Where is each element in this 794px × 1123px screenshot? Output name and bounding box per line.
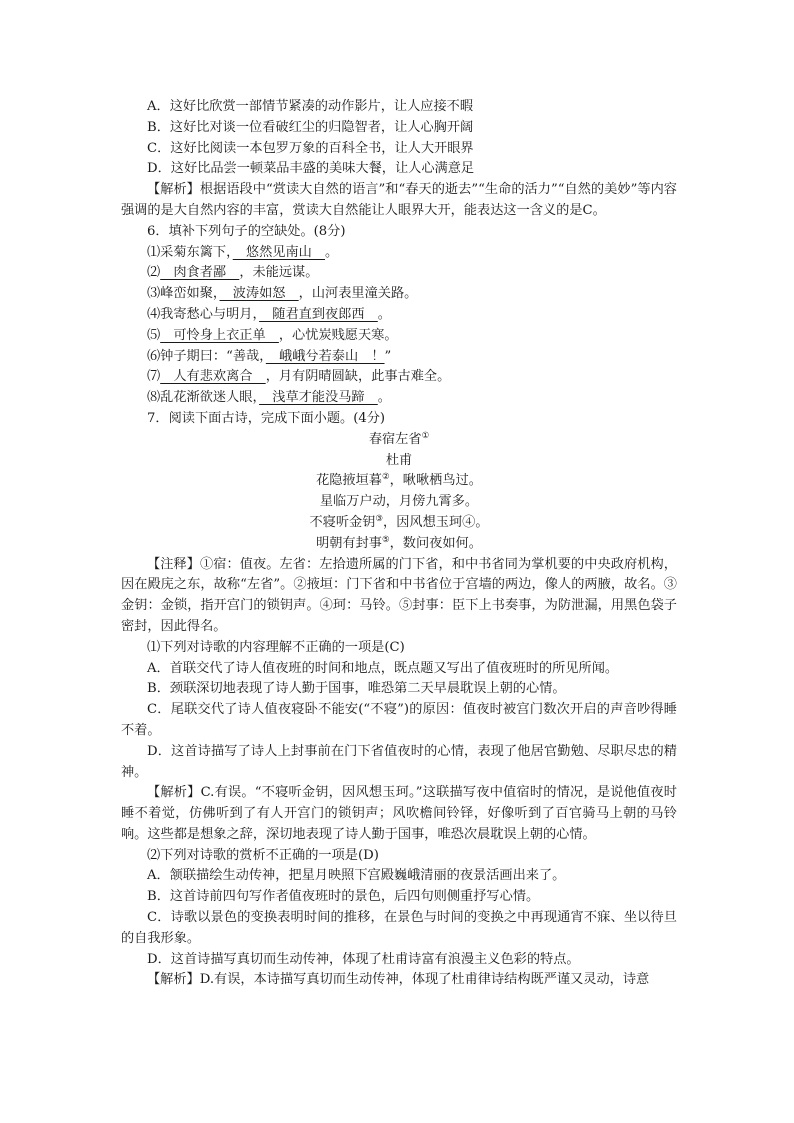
q6-item — [121, 347, 677, 368]
q6-item — [121, 263, 677, 284]
q6-item-suffix: ，未能远谋。 — [239, 265, 319, 281]
answer-blank: 浅草才能没马蹄 — [259, 390, 378, 406]
poem-line-text: 明朝有封事 — [316, 535, 382, 551]
q6-item-suffix: ，山河表里潼关路。 — [298, 286, 418, 302]
answer-blank: 可怜身上衣正单 — [160, 327, 279, 343]
q6-item-suffix: 。 — [377, 390, 391, 406]
q6-item-suffix: 。 — [377, 306, 391, 322]
q7-sub1-option-a: A．首联交代了诗人值夜班的时间和地点，既点题又写出了值夜班时的所见所闻。 — [147, 660, 619, 676]
q6-item-prefix: ⑻乱花渐欲迷人眼， — [147, 390, 260, 406]
q6-item-suffix: 。 — [325, 244, 339, 260]
footnote-marker: ③ — [375, 513, 384, 524]
q6-item — [121, 367, 677, 388]
poem-line-text: 不寝听金钥 — [309, 514, 376, 530]
poem-author: 杜甫 — [385, 452, 413, 468]
q6-title: 6．填补下列句子的空缺处。(8分) — [147, 223, 346, 239]
q7-sub1-question: ⑴下列对诗歌的内容理解不正确的一项是(C) — [147, 639, 405, 655]
q7-sub2-option-b: B．这首诗前四句写作者值夜班时的景色，后四句则侧重抒写心情。 — [147, 889, 540, 905]
q6-item-prefix: ⑹钟子期曰：“善哉， — [147, 348, 266, 364]
poem-line — [121, 513, 677, 534]
q6-item-prefix: ⑶峰峦如聚， — [147, 286, 220, 302]
content-block — [121, 97, 677, 991]
answer-blank: 悠然见南山 — [232, 244, 326, 260]
poem-line — [121, 492, 677, 513]
poem-title-text: 春宿左省 — [368, 431, 422, 447]
answer-blank: 随君直到夜郎西 — [259, 306, 378, 322]
answer-blank: 波涛如怒 — [219, 286, 299, 302]
q5-option-a: A．这好比欣赏一部情节紧凑的动作影片，让人应接不暇 — [147, 99, 474, 114]
q7-sub2-option-d: D．这首诗描写真切而生动传神，体现了杜甫诗富有浪漫主义色彩的特点。 — [147, 951, 580, 967]
q7-sub1-option-d: D．这首诗描写了诗人上封事前在门下省值夜时的心情，表现了他居官勤勉、尽职尽忠的精神。 — [121, 743, 677, 780]
footnote-marker: ⑤ — [382, 534, 390, 545]
poem — [121, 430, 677, 555]
poem-notes: 【注释】①宿：值夜。左省：左拾遗所属的门下省，和中书省同为掌机要的中央政府机构，因在殿庑之东，故称“左省”。②掖垣：门下省和中书省位于宫墙的两边，像人的两腋，故名。③金钥：金锁，指开宫门的锁钥声。④珂：马铃。⑤封事：臣下上书奏事，为防泄漏，用黑色袋子密封，因此得名。 — [121, 556, 677, 634]
q7-sub2-option-c: C．诗歌以景色的变换表明时间的推移，在景色与时间的变换之中再现通宵不寐、坐以待旦的自我形象。 — [121, 910, 677, 946]
footnote-marker: ② — [382, 472, 390, 483]
footnote-marker: ① — [421, 430, 430, 441]
poem-line-text: 花隐掖垣暮 — [316, 473, 382, 489]
q6-item — [121, 305, 677, 326]
q5-option-d: D．这好比品尝一顿菜品丰盛的美味大餐，让人心满意足 — [147, 161, 475, 177]
q6-item — [121, 326, 677, 347]
q6-item — [121, 243, 677, 264]
answer-blank: 肉食者鄙 — [160, 265, 240, 281]
q5-option-c: C．这好比阅读一本包罗万象的百科全书，让人大开眼界 — [147, 140, 474, 156]
answer-blank: 峨峨兮若泰山 ！ — [265, 348, 385, 364]
q6-item — [121, 388, 677, 409]
q6-item-prefix: ⑴采菊东篱下， — [147, 244, 233, 260]
poem-title — [121, 430, 677, 451]
q6-item-suffix: ，月有阴晴圆缺，此事古难全。 — [265, 369, 451, 385]
q6-item-suffix: ，心忧炭贱愿天寒。 — [278, 327, 398, 343]
q6-item-prefix: ⑸ — [147, 327, 161, 343]
answer-blank: 人有悲欢离合 — [160, 369, 266, 385]
poem-line — [121, 471, 677, 492]
q7-sub1-option-c: C．尾联交代了诗人值夜寝卧不能安(“不寝”)的原因：值夜时被宫门数次开启的声音吵得睡不着。 — [121, 702, 677, 738]
q7-sub1-option-b: B．颈联深切地表现了诗人勤于国事，唯恐第二天早晨耽误上朝的心情。 — [147, 681, 566, 697]
poem-line-text: 星临万户动，月傍九霄多。 — [319, 494, 479, 510]
q7-sub2-analysis: 【解析】D.有误，本诗描写真切而生动传神，体现了杜甫律诗结构既严谨又灵动，诗意 — [147, 972, 650, 988]
q7-sub2-question: ⑵下列对诗歌的赏析不正确的一项是(D) — [147, 847, 379, 863]
poem-line-rest: ，因风想玉珂④。 — [383, 514, 489, 530]
q7-sub1-analysis: 【解析】C.有误。“不寝听金钥，因风想玉珂。”这联描写夜中值宿时的情况，是说他值夜时睡不着觉，仿佛听到了有人开宫门的锁钥声；风吹檐间铃铎，好像听到了百官骑马上朝的马铃响。这些都是想象之辞，深切地表现了诗人勤于国事，唯恐次晨耽误上朝的心情。 — [121, 785, 677, 842]
q6-item-prefix: ⑵ — [147, 265, 161, 281]
poem-line-rest: ，啾啾栖鸟过。 — [389, 473, 482, 489]
poem-line — [121, 534, 677, 555]
q5-option-b: B．这好比对谈一位看破红尘的归隐智者，让人心胸开阔 — [147, 119, 474, 135]
q5-analysis: 【解析】根据语段中“赏读大自然的语言”和“春天的逝去”“生命的活力”“自然的美妙”等内容强调的是大自然内容的丰富，赏读大自然能让人眼界大开，能表达这一含义的是C。 — [121, 182, 677, 218]
q6-item-prefix: ⑷我寄愁心与明月， — [147, 306, 260, 322]
q6-item-prefix: ⑺ — [147, 369, 161, 385]
poem-line-rest: ，数问夜如何。 — [389, 535, 482, 551]
q6-item-suffix: ” — [384, 348, 392, 364]
q7-sub2-option-a: A．颔联描绘生动传神，把星月映照下宫殿巍峨清丽的夜景活画出来了。 — [147, 868, 566, 884]
q7-title: 7．阅读下面古诗，完成下面小题。(4分) — [147, 410, 386, 426]
q6-item — [121, 284, 677, 305]
